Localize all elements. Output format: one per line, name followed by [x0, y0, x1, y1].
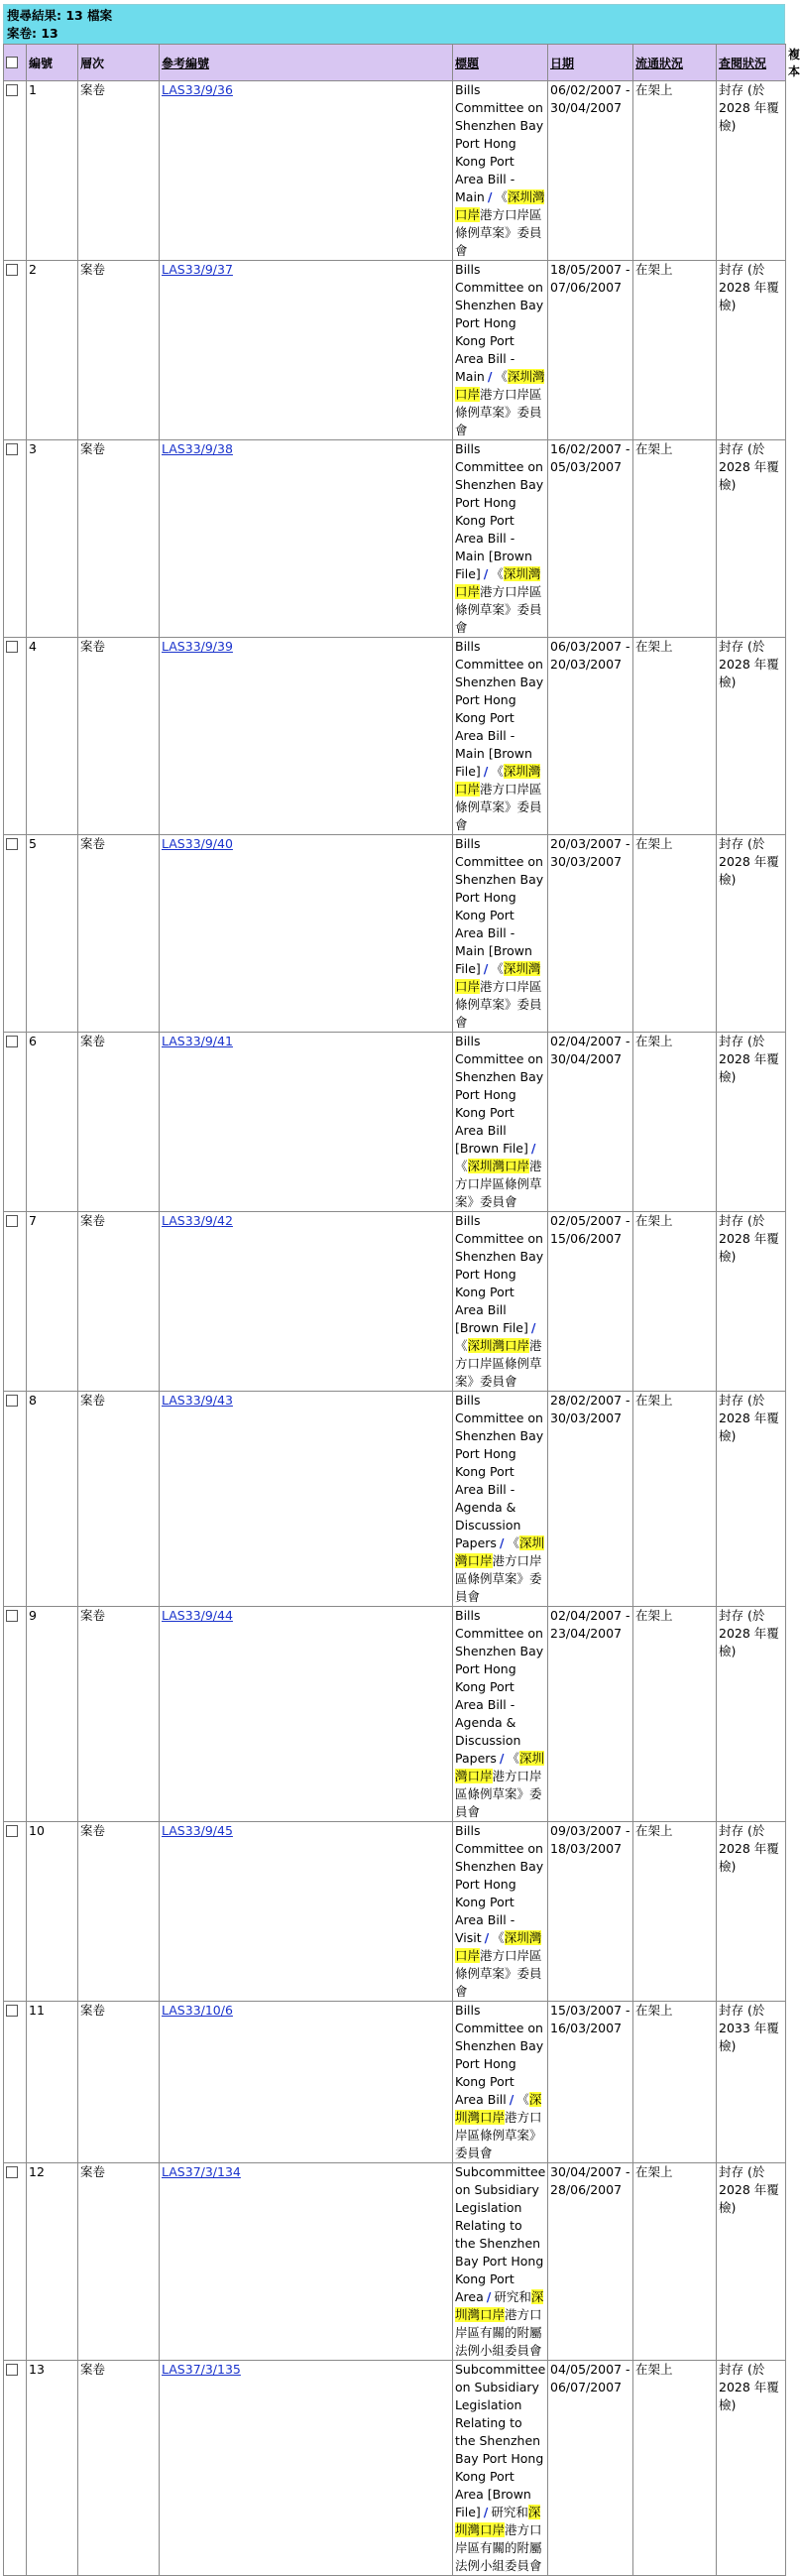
- search-term-highlight: 深圳灣口岸: [455, 2505, 541, 2537]
- row-date: 02/04/2007 - 23/04/2007: [548, 1607, 633, 1822]
- row-reference-cell: [160, 2002, 453, 2163]
- row-level: 案卷: [78, 440, 160, 638]
- title-english: Bills Committee on Shenzhen Bay Port Hong Kong Port Area Bill - Main [Brown File]: [455, 836, 544, 976]
- row-level: 案卷: [78, 81, 160, 261]
- table-row: [4, 1033, 786, 1212]
- row-circulation-status: 在架上: [633, 440, 717, 638]
- row-number: 6: [27, 1033, 78, 1212]
- title-separator: /: [484, 1930, 490, 1945]
- title-chinese-suffix: 港方口岸區條例草案》委員會: [455, 2110, 542, 2160]
- title-chinese-prefix: 研究和: [494, 2289, 531, 2304]
- title-english: Subcommittee on Subsidiary Legislation Relating to the Shenzhen Bay Port Hong Kong Port Area [Brown File]: [455, 2362, 546, 2519]
- title-chinese-suffix: 港方口岸區有關的附屬法例小組委員會: [455, 2522, 542, 2573]
- row-select-cell: [4, 1212, 27, 1392]
- row-date: 02/04/2007 - 30/04/2007: [548, 1033, 633, 1212]
- search-term-highlight: 深圳灣口岸: [455, 1535, 545, 1568]
- row-checkbox[interactable]: [6, 264, 18, 276]
- title-english: Bills Committee on Shenzhen Bay Port Hong Kong Port Area Bill [Brown File]: [455, 1034, 544, 1156]
- search-term-highlight: 深圳灣口岸: [455, 2289, 544, 2322]
- reference-link[interactable]: LAS33/9/36: [162, 82, 233, 97]
- search-term-highlight: 深圳灣口岸: [455, 189, 545, 222]
- column-header-title[interactable]: 標題: [453, 45, 548, 81]
- row-select-cell: [4, 638, 27, 835]
- row-level: 案卷: [78, 638, 160, 835]
- row-title: [453, 1212, 548, 1392]
- row-level: 案卷: [78, 1033, 160, 1212]
- row-select-cell: [4, 440, 27, 638]
- title-chinese-suffix: 港方口岸區條例草案》委員會: [455, 207, 542, 258]
- row-access-status: 封存 (於 2028 年覆檢): [717, 1822, 786, 2002]
- title-english: Bills Committee on Shenzhen Bay Port Hong Kong Port Area Bill - Main [Brown File]: [455, 639, 544, 779]
- row-circulation-status: 在架上: [633, 1033, 717, 1212]
- row-title: [453, 440, 548, 638]
- row-checkbox[interactable]: [6, 1395, 18, 1407]
- row-level: 案卷: [78, 1392, 160, 1607]
- row-number: 10: [27, 1822, 78, 2002]
- row-access-status: 封存 (於 2028 年覆檢): [717, 1212, 786, 1392]
- table-row: [4, 1212, 786, 1392]
- row-number: 8: [27, 1392, 78, 1607]
- row-date: 20/03/2007 - 30/03/2007: [548, 835, 633, 1033]
- title-separator: /: [483, 961, 489, 976]
- row-reference-cell: [160, 1212, 453, 1392]
- select-all-cell: [4, 45, 27, 81]
- row-access-status: 封存 (於 2028 年覆檢): [717, 261, 786, 440]
- row-select-cell: [4, 1607, 27, 1822]
- row-circulation-status: 在架上: [633, 261, 717, 440]
- row-select-cell: [4, 1392, 27, 1607]
- reference-link[interactable]: LAS33/9/42: [162, 1213, 233, 1228]
- row-reference-cell: [160, 638, 453, 835]
- title-chinese-suffix: 港方口岸區條例草案》委員會: [455, 979, 542, 1030]
- row-date: 09/03/2007 - 18/03/2007: [548, 1822, 633, 2002]
- row-date: 16/02/2007 - 05/03/2007: [548, 440, 633, 638]
- title-separator: /: [487, 369, 493, 384]
- title-separator: /: [499, 1751, 505, 1766]
- row-select-cell: [4, 1822, 27, 2002]
- reference-link[interactable]: LAS33/9/40: [162, 836, 233, 851]
- row-reference-cell: [160, 81, 453, 261]
- title-english: Bills Committee on Shenzhen Bay Port Hong Kong Port Area Bill - Main [Brown File]: [455, 441, 544, 581]
- row-title: [453, 1822, 548, 2002]
- row-access-status: 封存 (於 2028 年覆檢): [717, 1392, 786, 1607]
- row-access-status: 封存 (於 2033 年覆檢): [717, 2002, 786, 2163]
- row-title: [453, 835, 548, 1033]
- row-select-cell: [4, 835, 27, 1033]
- title-chinese-suffix: 港方口岸區條例草案》委員會: [455, 1553, 542, 1604]
- row-level: 案卷: [78, 1212, 160, 1392]
- search-term-highlight: 深圳灣口岸: [455, 764, 541, 797]
- title-chinese-prefix: 《: [507, 1751, 520, 1766]
- row-date: 06/02/2007 - 30/04/2007: [548, 81, 633, 261]
- search-term-highlight: 深圳灣口岸: [455, 369, 545, 402]
- title-english: Bills Committee on Shenzhen Bay Port Hong Kong Port Area Bill - Main: [455, 262, 544, 384]
- row-access-status: 封存 (於 2028 年覆檢): [717, 835, 786, 1033]
- row-circulation-status: 在架上: [633, 1392, 717, 1607]
- search-term-highlight: 深圳灣口岸: [455, 1751, 545, 1783]
- search-term-highlight: 深圳灣口岸: [455, 961, 541, 994]
- title-english: Bills Committee on Shenzhen Bay Port Hong Kong Port Area Bill [Brown File]: [455, 1213, 544, 1335]
- reference-link[interactable]: LAS33/9/37: [162, 262, 233, 277]
- row-reference-cell: [160, 440, 453, 638]
- title-separator: /: [483, 2505, 489, 2519]
- select-all-checkbox[interactable]: [6, 57, 18, 68]
- row-title: [453, 1392, 548, 1607]
- row-access-status: 封存 (於 2028 年覆檢): [717, 2361, 786, 2576]
- row-title: [453, 638, 548, 835]
- reference-link[interactable]: LAS33/9/43: [162, 1393, 233, 1408]
- results-header: [3, 4, 785, 44]
- row-number: 1: [27, 81, 78, 261]
- reference-link[interactable]: LAS37/3/135: [162, 2362, 241, 2377]
- row-checkbox[interactable]: [6, 84, 18, 96]
- row-select-cell: [4, 261, 27, 440]
- column-header-number[interactable]: 編號: [27, 45, 78, 81]
- title-chinese-suffix: 港方口岸區條例草案》委員會: [455, 1769, 542, 1819]
- row-reference-cell: [160, 261, 453, 440]
- row-access-status: 封存 (於 2028 年覆檢): [717, 440, 786, 638]
- table-row: [4, 81, 786, 261]
- title-chinese-prefix: 研究和: [491, 2505, 528, 2519]
- row-checkbox[interactable]: [6, 1610, 18, 1622]
- reference-link[interactable]: LAS37/3/134: [162, 2164, 241, 2179]
- row-reference-cell: [160, 2361, 453, 2576]
- row-circulation-status: 在架上: [633, 835, 717, 1033]
- reference-link[interactable]: LAS33/9/39: [162, 639, 233, 654]
- title-separator: /: [483, 764, 489, 779]
- title-english: Bills Committee on Shenzhen Bay Port Hong Kong Port Area Bill - Visit: [455, 1823, 544, 1945]
- row-level: 案卷: [78, 261, 160, 440]
- title-chinese-suffix: 港方口岸區條例草案》委員會: [455, 1338, 542, 1389]
- row-date: 28/02/2007 - 30/03/2007: [548, 1392, 633, 1607]
- row-title: [453, 81, 548, 261]
- row-circulation-status: 在架上: [633, 1212, 717, 1392]
- row-date: 18/05/2007 - 07/06/2007: [548, 261, 633, 440]
- files-count-label: 案卷: 13: [7, 26, 58, 41]
- row-access-status: 封存 (於 2028 年覆檢): [717, 81, 786, 261]
- table-row: [4, 440, 786, 638]
- row-reference-cell: [160, 1033, 453, 1212]
- row-number: 12: [27, 2163, 78, 2361]
- column-header-access[interactable]: 查閱狀況: [717, 45, 786, 81]
- title-chinese-prefix: 《: [495, 369, 508, 384]
- row-circulation-status: 在架上: [633, 1822, 717, 2002]
- row-checkbox[interactable]: [6, 2166, 18, 2178]
- results-count-label: 搜尋結果: 13 檔案: [7, 8, 113, 23]
- row-level: 案卷: [78, 2163, 160, 2361]
- title-separator: /: [530, 1141, 536, 1156]
- row-number: 13: [27, 2361, 78, 2576]
- row-number: 7: [27, 1212, 78, 1392]
- search-term-highlight: 深圳灣口岸: [455, 2092, 542, 2125]
- title-separator: /: [509, 2092, 514, 2107]
- title-separator: /: [530, 1320, 536, 1335]
- row-date: 04/05/2007 - 06/07/2007: [548, 2361, 633, 2576]
- table-row: [4, 1607, 786, 1822]
- row-select-cell: [4, 2361, 27, 2576]
- title-chinese-prefix: 《: [455, 1159, 468, 1173]
- reference-link[interactable]: LAS33/9/45: [162, 1823, 233, 1838]
- title-chinese-prefix: 《: [491, 764, 504, 779]
- row-date: 02/05/2007 - 15/06/2007: [548, 1212, 633, 1392]
- title-chinese-suffix: 港方口岸區條例草案》委員會: [455, 584, 542, 635]
- row-circulation-status: 在架上: [633, 2002, 717, 2163]
- row-access-status: 封存 (於 2028 年覆檢): [717, 1607, 786, 1822]
- title-separator: /: [486, 2289, 492, 2304]
- row-number: 11: [27, 2002, 78, 2163]
- row-checkbox[interactable]: [6, 1215, 18, 1227]
- title-english: Subcommittee on Subsidiary Legislation Relating to the Shenzhen Bay Port Hong Kong Port Area: [455, 2164, 546, 2304]
- reference-link[interactable]: LAS33/10/6: [162, 2003, 233, 2018]
- title-separator: /: [483, 566, 489, 581]
- column-header-reference[interactable]: 參考編號: [160, 45, 453, 81]
- row-access-status: 封存 (於 2028 年覆檢): [717, 638, 786, 835]
- row-select-cell: [4, 2163, 27, 2361]
- row-number: 4: [27, 638, 78, 835]
- row-level: 案卷: [78, 1607, 160, 1822]
- row-date: 30/04/2007 - 28/06/2007: [548, 2163, 633, 2361]
- title-chinese-suffix: 港方口岸區條例草案》委員會: [455, 1159, 542, 1209]
- title-chinese-suffix: 港方口岸區有關的附屬法例小組委員會: [455, 2307, 542, 2358]
- row-checkbox[interactable]: [6, 838, 18, 850]
- title-english: Bills Committee on Shenzhen Bay Port Hong Kong Port Area Bill - Agenda & Discussion Papers: [455, 1393, 544, 1550]
- table-row: [4, 261, 786, 440]
- table-row: [4, 1392, 786, 1607]
- row-circulation-status: 在架上: [633, 1607, 717, 1822]
- row-checkbox[interactable]: [6, 641, 18, 653]
- reference-link[interactable]: LAS33/9/38: [162, 441, 233, 456]
- table-row: [4, 638, 786, 835]
- row-access-status: 封存 (於 2028 年覆檢): [717, 1033, 786, 1212]
- title-chinese-prefix: 《: [491, 961, 504, 976]
- title-separator: /: [499, 1535, 505, 1550]
- row-reference-cell: [160, 1822, 453, 2002]
- row-title: [453, 2361, 548, 2576]
- row-reference-cell: [160, 1392, 453, 1607]
- row-number: 5: [27, 835, 78, 1033]
- row-circulation-status: 在架上: [633, 81, 717, 261]
- row-number: 9: [27, 1607, 78, 1822]
- row-date: 06/03/2007 - 20/03/2007: [548, 638, 633, 835]
- row-number: 3: [27, 440, 78, 638]
- table-row: [4, 2163, 786, 2361]
- table-row: [4, 1822, 786, 2002]
- column-header-row: 編號 層次 參考編號 標題 日期 流通狀況 查閱狀況 複本: [4, 45, 786, 81]
- search-term-highlight: 深圳灣口岸: [467, 1338, 530, 1353]
- title-chinese-prefix: 《: [516, 2092, 529, 2107]
- row-reference-cell: [160, 2163, 453, 2361]
- table-row: [4, 835, 786, 1033]
- column-header-circulation[interactable]: 流通狀況: [633, 45, 717, 81]
- row-circulation-status: 在架上: [633, 2361, 717, 2576]
- search-results-panel: [3, 4, 800, 2576]
- title-chinese-prefix: 《: [455, 1338, 468, 1353]
- row-level: 案卷: [78, 1822, 160, 2002]
- reference-link[interactable]: LAS33/9/41: [162, 1034, 233, 1048]
- row-access-status: 封存 (於 2028 年覆檢): [717, 2163, 786, 2361]
- row-level: 案卷: [78, 2361, 160, 2576]
- row-title: [453, 2002, 548, 2163]
- row-checkbox[interactable]: [6, 1036, 18, 1047]
- row-checkbox[interactable]: [6, 2005, 18, 2017]
- reference-link[interactable]: LAS33/9/44: [162, 1608, 233, 1623]
- row-reference-cell: [160, 1607, 453, 1822]
- title-chinese-suffix: 港方口岸區條例草案》委員會: [455, 1948, 542, 1999]
- title-separator: /: [487, 189, 493, 204]
- title-english: Bills Committee on Shenzhen Bay Port Hong Kong Port Area Bill - Agenda & Discussion Papers: [455, 1608, 544, 1766]
- row-title: [453, 1607, 548, 1822]
- title-chinese-prefix: 《: [495, 189, 508, 204]
- row-date: 15/03/2007 - 16/03/2007: [548, 2002, 633, 2163]
- title-chinese-prefix: 《: [507, 1535, 520, 1550]
- row-title: [453, 2163, 548, 2361]
- title-chinese-suffix: 港方口岸區條例草案》委員會: [455, 387, 542, 437]
- row-select-cell: [4, 81, 27, 261]
- column-header-date[interactable]: 日期: [548, 45, 633, 81]
- row-level: 案卷: [78, 2002, 160, 2163]
- title-chinese-suffix: 港方口岸區條例草案》委員會: [455, 782, 542, 832]
- row-level: 案卷: [78, 835, 160, 1033]
- row-reference-cell: [160, 835, 453, 1033]
- row-circulation-status: 在架上: [633, 638, 717, 835]
- row-number: 2: [27, 261, 78, 440]
- results-table: [3, 44, 800, 2576]
- title-english: Bills Committee on Shenzhen Bay Port Hong Kong Port Area Bill: [455, 2003, 544, 2107]
- row-checkbox[interactable]: [6, 1825, 18, 1837]
- row-title: [453, 261, 548, 440]
- row-select-cell: [4, 1033, 27, 1212]
- title-chinese-prefix: 《: [492, 1930, 505, 1945]
- row-select-cell: [4, 2002, 27, 2163]
- title-english: Bills Committee on Shenzhen Bay Port Hong Kong Port Area Bill - Main: [455, 82, 544, 204]
- search-term-highlight: 深圳灣口岸: [467, 1159, 530, 1173]
- table-row: [4, 2361, 786, 2576]
- table-row: [4, 2002, 786, 2163]
- search-term-highlight: 深圳灣口岸: [455, 1930, 542, 1963]
- row-checkbox[interactable]: [6, 443, 18, 455]
- title-chinese-prefix: 《: [491, 566, 504, 581]
- row-circulation-status: 在架上: [633, 2163, 717, 2361]
- row-title: [453, 1033, 548, 1212]
- column-header-level[interactable]: 層次: [78, 45, 160, 81]
- search-term-highlight: 深圳灣口岸: [455, 566, 541, 599]
- row-checkbox[interactable]: [6, 2364, 18, 2376]
